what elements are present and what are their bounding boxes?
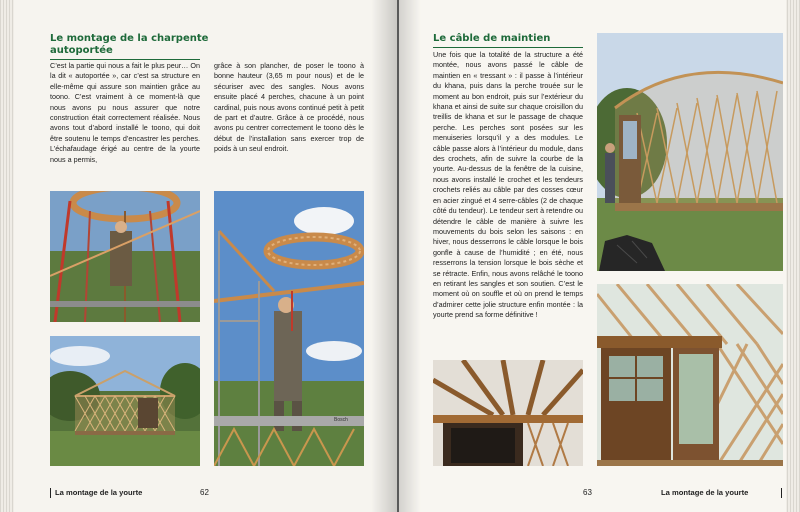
heading-underline bbox=[50, 59, 200, 60]
heading-underline bbox=[433, 47, 583, 48]
photo-yurt-frame bbox=[50, 336, 200, 466]
footer-bar bbox=[50, 488, 51, 498]
section-heading: Le montage de la charpente autoportée bbox=[50, 33, 209, 56]
text-column-2: grâce à son plancher, de poser le toono à bonne hauteur (3,65 m pour nous) et de le sécuriser avec des sangles. Nous avons ensuite placé 4 perches, chacune à un point cardinal, puis nous avons continué petit à petit de part et d’autre. Grâce à ce procédé, nous avons pu centrer correctement le toono dès le début de l’installation sans exercer trop de poids à un seul endroit. bbox=[214, 61, 364, 154]
footer-section-title: La montage de la yourte bbox=[661, 488, 749, 497]
right-page bbox=[399, 0, 800, 512]
section-heading: Le câble de maintien bbox=[433, 33, 551, 44]
text-column-1: C’est la partie qui nous a fait le plus peur… On la dit « autoportée », car c’est sa structure en elle-même qui assure son maintien grâce au toono. C’est vraiment à ce moment-là que nous avons pu nous assurer que notre construction était correctement réalisée. Nous avons tout d’abord installé le toono, qui doit être soutenu le temps d’encastrer les perches. L’échafaudage érigé au centre de la yourte nous a permis, bbox=[50, 61, 200, 164]
text-column: Une fois que la totalité de la structure a été montée, nous avons passé le câble de maintien en « tressant » : il passe à l’intérieur du khana, puis dans la perche trouée sur le moment au bon endroit, puis sur l’extérieur du khana et ainsi de suite sur chaque croisillon du treillis de khana et sur le passage de chaque perche. Les perches sont posées sur les menuiseries lorsqu’il y a des modules. Le câble passe alors à l’intérieur du module, dans des crochets, afin de suivre la courbe de la yourte. Au-dessus de la fenêtre de la cuisine, nous avons installé le crochet et les tendeurs crochets reliés au câble par des cosses cœur en acier zingué et 4 serre-câbles (2 de chaque côté du tendeur). Le tendeur sert à retendre ou détendre le câble de manière à suivre les mouvements du bois selon les saisons : en hiver, nous desserrons le câble lorsque le bois gonfle à cause de l’humidité ; en été, nous resserrons la tension lorsque le bois sèche et se rétracte. Enfin, nous avons relâché le toono en retirant les sangles et son soutien. C’est le moment où on souffle et où on prend le temps d’admirer cette jolie structure enfin montée : la yourte prend sa forme définitive ! bbox=[433, 50, 583, 320]
page-edge bbox=[786, 0, 800, 512]
page-number: 62 bbox=[200, 488, 209, 497]
gutter-shadow bbox=[399, 0, 421, 512]
footer-bar bbox=[781, 488, 782, 498]
photo-toono-scaffold bbox=[50, 191, 200, 322]
page-edge bbox=[0, 0, 14, 512]
photo-interior-roof bbox=[433, 360, 583, 466]
page-number: 63 bbox=[583, 488, 592, 497]
scaffold-sign-text: Bosch bbox=[334, 417, 348, 423]
photo-tarp bbox=[597, 233, 667, 271]
photo-door-lattice bbox=[597, 284, 783, 466]
gutter-shadow bbox=[371, 0, 397, 512]
footer-section-title: La montage de la yourte bbox=[55, 488, 143, 497]
photo-scaffold-worker bbox=[214, 191, 364, 466]
left-page bbox=[0, 0, 397, 512]
